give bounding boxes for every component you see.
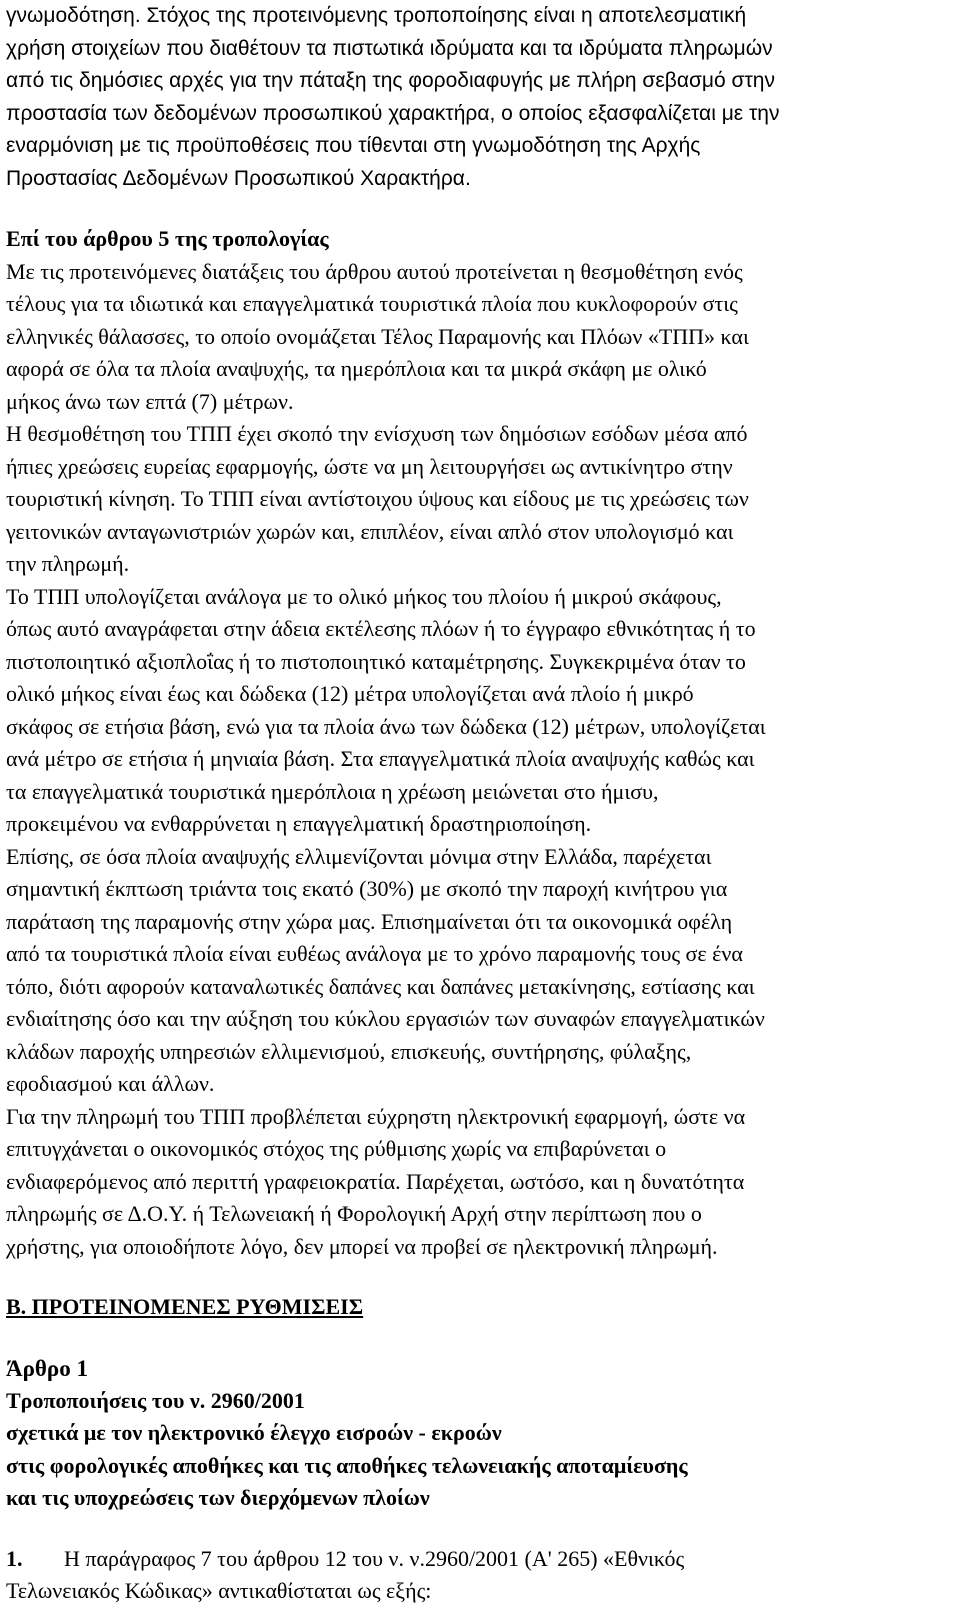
text-line: ενδιαίτησης όσο και την αύξηση του κύκλου εργασιών των συναφών επαγγελματικών (6, 1006, 765, 1031)
article-1-title (6, 1385, 956, 1515)
section-b-heading: Β. ΠΡΟΤΕΙΝΟΜΕΝΕΣ ΡΥΘΜΙΣΕΙΣ (6, 1294, 364, 1319)
article5-paragraph-1 (6, 256, 956, 419)
article5-paragraph-2 (6, 418, 956, 581)
title-line: και τις υποχρεώσεις των διερχόμενων πλοίων (6, 1485, 430, 1510)
article5-paragraph-3 (6, 581, 956, 841)
item-text-line: Τελωνειακός Κώδικας» αντικαθίσταται ως εξής: (6, 1578, 432, 1603)
article5-paragraph-4 (6, 841, 956, 1101)
text-line: χρήστης, για οποιοδήποτε λόγο, δεν μπορεί να προβεί σε ηλεκτρονική πληρωμή. (6, 1233, 718, 1259)
article-1-item-1 (6, 1543, 956, 1576)
text-line: προστασία των δεδομένων προσωπικού χαρακτήρα, ο οποίος εξασφαλίζεται με την (6, 101, 780, 125)
text-line: μήκος άνω των επτά (7) μέτρων. (6, 388, 294, 414)
text-line: αφορά σε όλα τα πλοία αναψυχής, τα ημερόπλοια και τα μικρά σκάφη με ολικό (6, 356, 707, 381)
text-line: από τις δημόσιες αρχές για την πάταξη της φοροδιαφυγής με πλήρη σεβασμό στην (6, 69, 775, 92)
text-line: ενδιαφερόμενος από περιττή γραφειοκρατία. Παρέχεται, ωστόσο, και η δυνατότητα (6, 1168, 745, 1194)
text-line: εναρμόνιση με τις προϋποθέσεις που τίθενται στη γνωμοδότηση της Αρχής (6, 134, 701, 157)
text-line: ανά μέτρο σε ετήσια ή μηνιαία βάση. Στα επαγγελματικά πλοία αναψυχής καθώς και (6, 746, 755, 771)
text-line: γνωμοδότηση. Στόχος της προτεινόμενης τροποποίησης είναι η αποτελεσματική (6, 4, 747, 27)
text-line: σκάφος σε ετήσια βάση, ενώ για τα πλοία άνω των δώδεκα (12) μέτρων, υπολογίζεται (6, 713, 766, 739)
article5-paragraph-5 (6, 1101, 956, 1264)
text-line: σημαντική έκπτωση τριάντα τοις εκατό (30%) με σκοπό την παροχή κινήτρου για (6, 876, 728, 901)
text-line: Για την πληρωμή του ΤΠΠ προβλέπεται εύχρηστη ηλεκτρονική εφαρμογή, ώστε να (6, 1103, 746, 1129)
text-line: Προστασίας Δεδομένων Προσωπικού Χαρακτήρα. (6, 166, 471, 190)
text-line: τόπο, διότι αφορούν καταναλωτικές δαπάνες και δαπάνες μετακίνησης, εστίασης και (6, 973, 755, 999)
article-1-item-1-continued (6, 1575, 956, 1608)
text-line: προκειμένου να ενθαρρύνεται η επαγγελματική δραστηριοποίηση. (6, 811, 592, 836)
text-line: πληρωμής σε Δ.Ο.Υ. ή Τελωνειακή ή Φορολογική Αρχή στην περίπτωση που ο (6, 1201, 702, 1226)
text-line: πιστοποιητικό αξιοπλοΐας ή το πιστοποιητικό καταμέτρησης. Συγκεκριμένα όταν το (6, 648, 746, 674)
text-line: τα επαγγελματικά τουριστικά ημερόπλοια η χρέωση μειώνεται στο ήμισυ, (6, 778, 659, 804)
text-line: Επίσης, σε όσα πλοία αναψυχής ελλιμενίζονται μόνιμα στην Ελλάδα, παρέχεται (6, 843, 712, 869)
text-line: ελληνικές θάλασσες, το οποίο ονομάζεται Τέλος Παραμονής και Πλόων «ΤΠΠ» και (6, 323, 749, 349)
text-line: από τα τουριστικά πλοία είναι ευθέως ανάλογα με το χρόνο παραμονής τους σε ένα (6, 941, 743, 966)
text-line: όπως αυτό αναγράφεται στην άδεια εκτέλεσης πλόων ή το έγγραφο εθνικότητας ή το (6, 616, 756, 641)
document-page (6, 0, 956, 1608)
text-line: κλάδων παροχής υπηρεσιών ελλιμενισμού, επισκευής, συντήρησης, φύλαξης, (6, 1038, 692, 1064)
text-line: ολικό μήκος είναι έως και δώδεκα (12) μέτρα υπολογίζεται ανά πλοίο ή μικρό (6, 681, 694, 706)
text-line: Το ΤΠΠ υπολογίζεται ανάλογα με το ολικό μήκος του πλοίου ή μικρού σκάφους, (6, 583, 722, 609)
article-1-number: Άρθρο 1 (6, 1355, 88, 1381)
text-line: επιτυγχάνεται ο οικονομικός στόχος της ρύθμισης χωρίς να επιβαρύνεται ο (6, 1136, 667, 1161)
text-line: ήπιες χρεώσεις ευρείας εφαρμογής, ώστε να μη λειτουργήσει ως αντικίνητρο στην (6, 453, 733, 479)
text-line: εφοδιασμού και άλλων. (6, 1071, 215, 1096)
item-number: 1. (6, 1545, 23, 1571)
text-line: τέλους για τα ιδιωτικά και επαγγελματικά τουριστικά πλοία που κυκλοφορούν στις (6, 291, 738, 316)
text-line: τουριστική κίνηση. Το ΤΠΠ είναι αντίστοιχου ύψους και είδους με τις χρεώσεις των (6, 486, 749, 511)
title-line: Τροποποιήσεις του ν. 2960/2001 (6, 1387, 305, 1413)
title-line: σχετικά με τον ηλεκτρονικό έλεγχο εισροών - εκροών (6, 1420, 502, 1445)
text-line: την πληρωμή. (6, 551, 130, 576)
text-line: παράταση της παραμονής στην χώρα μας. Επισημαίνεται ότι τα οικονομικά οφέλη (6, 908, 733, 934)
text-line: Με τις προτεινόμενες διατάξεις του άρθρου αυτού προτείνεται η θεσμοθέτηση ενός (6, 258, 743, 284)
text-line: γειτονικών ανταγωνιστριών χωρών και, επιπλέον, είναι απλό στον υπολογισμό και (6, 518, 734, 544)
article5-heading: Επί του άρθρου 5 της τροπολογίας (6, 226, 329, 251)
title-line: στις φορολογικές αποθήκες και τις αποθήκες τελωνειακής αποταμίευσης (6, 1452, 688, 1478)
text-line: Η θεσμοθέτηση του ΤΠΠ έχει σκοπό την ενίσχυση των δημόσιων εσόδων μέσα από (6, 421, 748, 446)
intro-paragraph (6, 0, 956, 195)
text-line: χρήση στοιχείων που διαθέτουν τα πιστωτικά ιδρύματα και τα ιδρύματα πληρωμών (6, 36, 773, 60)
item-text-line: Η παράγραφος 7 του άρθρου 12 του ν. ν.2960/2001 (Α' 265) «Εθνικός (64, 1545, 685, 1571)
